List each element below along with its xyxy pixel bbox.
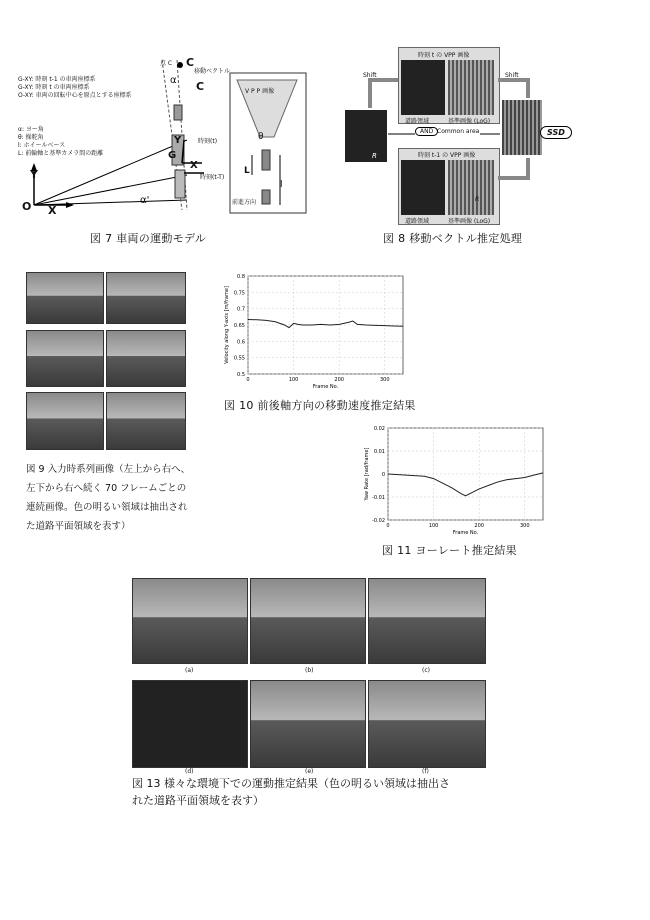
panel-label-c: (c) bbox=[422, 667, 430, 674]
x-axis-title: Frame No. bbox=[452, 530, 479, 535]
top-road-label: 道路領域 bbox=[405, 118, 430, 125]
yaw-rate-chart-svg bbox=[350, 420, 555, 535]
l-small-label: l bbox=[280, 180, 283, 190]
theta-label: θ bbox=[258, 132, 264, 142]
x-axis-title: Frame No. bbox=[312, 384, 339, 390]
panel-label-e: (e) bbox=[305, 768, 314, 775]
y-tick-label: 0.55 bbox=[233, 355, 245, 362]
legend-symbol-3: l: ホイールベース bbox=[18, 142, 66, 149]
x-tick-label: 0 bbox=[386, 523, 390, 529]
and-badge: AND bbox=[415, 127, 438, 136]
velocity-chart-svg bbox=[220, 270, 410, 390]
panel-label-f: (f) bbox=[422, 768, 429, 775]
x-axis-label: X bbox=[48, 204, 57, 217]
y-axis-label: Y bbox=[30, 168, 38, 181]
y-tick-label: 0.8 bbox=[237, 274, 245, 280]
top-log-label: 基準画像 (LoG) bbox=[448, 118, 491, 125]
fig9-caption-line-1: 図 9 入力時系列画像（左上から右へ、 bbox=[26, 464, 191, 475]
frame-image-3 bbox=[26, 330, 104, 387]
y-tick-label: 0.02 bbox=[373, 426, 385, 432]
y-tick-label: 0.75 bbox=[233, 290, 245, 297]
y-tick-label: 0.6 bbox=[237, 339, 245, 346]
panel-label-d: (d) bbox=[185, 768, 194, 775]
y-tick-label: 0.65 bbox=[233, 323, 245, 329]
x-tick-label: 200 bbox=[334, 377, 344, 383]
c-t-label: C bbox=[196, 80, 205, 93]
scene-image-c bbox=[368, 578, 486, 664]
fig7-caption: 図 7 車両の運動モデル bbox=[90, 232, 207, 245]
scene-image-b bbox=[250, 578, 366, 664]
move-vector-label: 移動ベクトル bbox=[194, 68, 231, 75]
frame-image-5 bbox=[26, 392, 104, 450]
panel-label-b: (b) bbox=[305, 667, 314, 674]
common-area-label: Common area bbox=[437, 128, 480, 135]
legend-coord-2: G-XY: 時刻 t の車両座標系 bbox=[18, 84, 90, 91]
alpha-prime-label: α' bbox=[140, 195, 150, 206]
x-tick-label: 0 bbox=[246, 377, 250, 383]
y-tick-label: 0.5 bbox=[237, 372, 245, 378]
fig8-arrows-svg bbox=[340, 60, 570, 190]
time-t-minus-label: 時刻(t-T) bbox=[200, 174, 225, 181]
legend-symbol-2: θ: 操舵角 bbox=[18, 134, 44, 141]
fig9-caption-line-2: 左下から右へ続く 70 フレームごとの bbox=[26, 483, 187, 494]
y-tick-label: 0.7 bbox=[237, 306, 245, 313]
y-tick-label: -0.01 bbox=[372, 495, 385, 501]
scene-image-d bbox=[132, 680, 248, 768]
legend-symbol-4: L: 前輪軸と基準カメラ間の距離 bbox=[18, 150, 104, 157]
shift-left-label: Shift bbox=[363, 72, 377, 79]
r2-label: R bbox=[475, 196, 480, 203]
c-t-t-label: C bbox=[186, 56, 195, 69]
bottom-log-label: 基準画像 (LoG) bbox=[448, 218, 491, 225]
y-tick-label: 0 bbox=[381, 472, 385, 478]
fig9-caption-line-4: た道路平面領域を表す） bbox=[26, 521, 131, 532]
y-local-label: Y bbox=[174, 135, 182, 146]
fig13-caption-line-2: れた道路平面領域を表す） bbox=[132, 794, 264, 807]
r-label: R bbox=[372, 152, 377, 160]
shift-right-label: Shift bbox=[505, 72, 519, 79]
frame-image-2 bbox=[106, 272, 186, 324]
legend-coord-3: O-XY: 車両の回転中心を原点とする座標系 bbox=[18, 92, 132, 99]
x-local-label: X bbox=[190, 160, 198, 171]
fig8-top-title: 時刻 t の VPP 画像 bbox=[418, 52, 470, 59]
frame-image-1 bbox=[26, 272, 104, 324]
fig10-caption: 図 10 前後軸方向の移動速度推定結果 bbox=[224, 399, 416, 412]
l-big-label: L bbox=[244, 166, 250, 176]
point-c-label: 点 C bbox=[160, 60, 173, 67]
fig8-bottom-title: 時刻 t-1 の VPP 画像 bbox=[418, 152, 476, 159]
fig9-caption-line-3: 連続画像。色の明るい領域は抽出され bbox=[26, 502, 188, 513]
g-label: G bbox=[168, 150, 177, 161]
fig9-caption bbox=[26, 460, 196, 536]
vpp-label: V P P 画像 bbox=[245, 88, 275, 95]
alpha-label: α bbox=[170, 75, 177, 86]
front-direction-label: 前進方向 bbox=[232, 199, 257, 206]
fig11-caption: 図 11 ヨーレート推定結果 bbox=[382, 544, 517, 557]
x-tick-label: 100 bbox=[288, 377, 299, 383]
frame-image-4 bbox=[106, 330, 186, 387]
ssd-badge: SSD bbox=[540, 126, 572, 139]
legend-coord-1: G-XY: 時刻 t-1 の車両座標系 bbox=[18, 76, 96, 83]
panel-label-a: (a) bbox=[185, 667, 194, 674]
scene-image-f bbox=[368, 680, 486, 768]
legend-symbol-1: α: ヨー角 bbox=[18, 126, 44, 133]
y-tick-label: -0.02 bbox=[372, 518, 385, 524]
scene-image-a bbox=[132, 578, 248, 664]
fig7-symbol-legend bbox=[18, 126, 138, 158]
time-t-label: 時刻(t) bbox=[198, 138, 218, 145]
x-tick-label: 100 bbox=[428, 523, 439, 529]
x-tick-label: 300 bbox=[519, 523, 530, 529]
fig13-caption-line-1: 図 13 様々な環境下での運動推定結果（色の明るい領域は抽出さ bbox=[132, 777, 450, 790]
y-tick-label: 0.01 bbox=[373, 449, 385, 455]
fig8-caption: 図 8 移動ベクトル推定処理 bbox=[383, 232, 523, 245]
scene-image-e bbox=[250, 680, 366, 768]
fig13-caption bbox=[132, 775, 450, 809]
x-tick-label: 200 bbox=[474, 523, 484, 529]
y-axis-title: Yaw Rate [rad/frame] bbox=[364, 447, 370, 501]
origin-o-label: O bbox=[22, 200, 32, 213]
y-axis-title: Velocity along Y-axis [m/frame] bbox=[224, 286, 230, 364]
frame-image-6 bbox=[106, 392, 186, 450]
bottom-road-label: 道路領域 bbox=[405, 218, 430, 225]
fig7-coord-legend bbox=[18, 76, 138, 100]
x-tick-label: 300 bbox=[379, 377, 390, 383]
